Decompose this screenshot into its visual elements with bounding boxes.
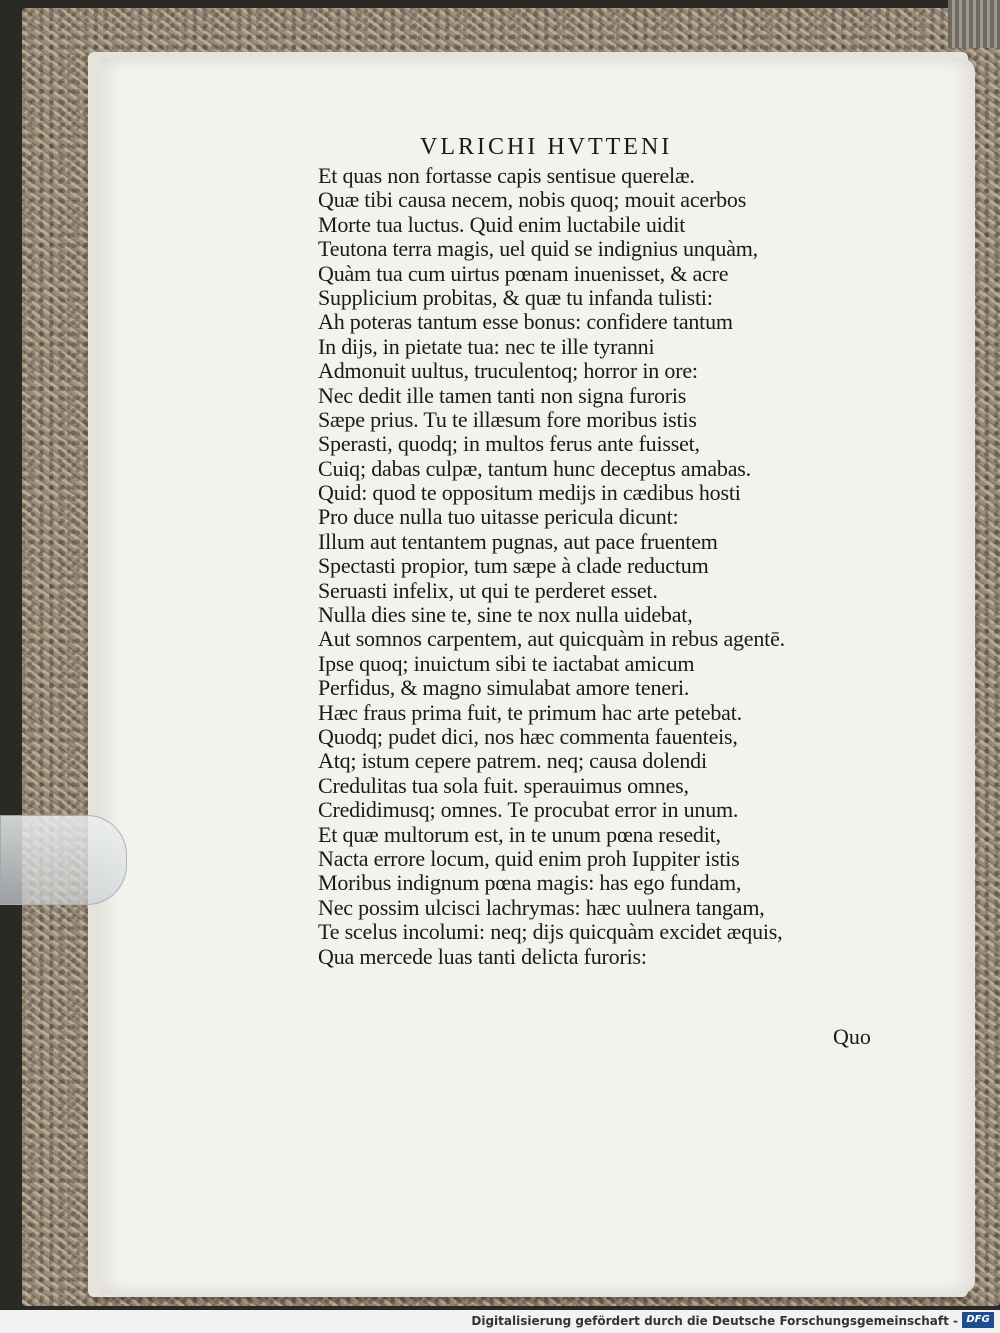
verse-line: Te scelus incolumi: neq; dijs quicquàm excidet æquis, xyxy=(318,919,783,945)
verse-line: Sæpe prius. Tu te illæsum fore moribus istis xyxy=(318,406,697,432)
page-holder-clip xyxy=(0,815,127,905)
verse-line: Illum aut tentantem pugnas, aut pace fruentem xyxy=(318,528,718,554)
verse-line: Ah poteras tantum esse bonus: confidere tantum xyxy=(318,309,733,335)
verse-line: Et quæ multorum est, in te unum pœna resedit, xyxy=(318,821,721,847)
digitization-footer xyxy=(0,1310,1000,1333)
verse-line: Nulla dies sine te, sine te nox nulla uidebat, xyxy=(318,602,693,628)
verse-line: Quàm tua cum uirtus pœnam inuenisset, & acre xyxy=(318,260,729,286)
verse-line: Credidimusq; omnes. Te procubat error in unum. xyxy=(318,797,739,823)
verse-line: Credulitas tua sola fuit. sperauimus omnes, xyxy=(318,772,689,798)
verse-line: Quid: quod te oppositum medijs in cædibus hosti xyxy=(318,480,741,506)
verse-line: Et quas non fortasse capis sentisue querelæ. xyxy=(318,163,695,188)
show-through-text xyxy=(965,198,1000,1098)
verse-line: Nec dedit ille tamen tanti non signa furoris xyxy=(318,382,687,408)
verse-line: Nacta errore locum, quid enim proh Iuppiter istis xyxy=(318,845,740,871)
verse-line: Hæc fraus prima fuit, te primum hac arte petebat. xyxy=(318,699,742,725)
verse-line: Seruasti infelix, ut qui te perderet esset. xyxy=(318,577,658,603)
verse-line: Morte tua luctus. Quid enim luctabile uidit xyxy=(318,211,686,237)
running-head: VLRICHI HVTTENI xyxy=(420,134,673,160)
verse-line: Atq; istum cepere patrem. neq; causa dolendi xyxy=(318,748,707,774)
verse-line: Nec possim ulcisci lachrymas: hæc uulnera tangam, xyxy=(318,894,765,920)
verse-line: In dijs, in pietate tua: nec te ille tyranni xyxy=(318,333,655,359)
verse-line: Supplicium probitas, & quæ tu infanda tulisti: xyxy=(318,284,713,310)
verse-line: Cuiq; dabas culpæ, tantum hunc deceptus amabas. xyxy=(318,455,751,481)
dfg-logo: DFG xyxy=(962,1312,994,1328)
verse-line: Admonuit uultus, truculentoq; horror in ore: xyxy=(318,358,698,384)
verse-line: Quodq; pudet dici, nos hæc commenta fauenteis, xyxy=(318,723,738,749)
verse-line: Qua mercede luas tanti delicta furoris: xyxy=(318,943,647,969)
verse-text xyxy=(318,164,878,969)
verse-line: Teutona terra magis, uel quid se indignius unquàm, xyxy=(318,236,758,262)
verse-line: Sperasti, quodq; in multos ferus ante fuisset, xyxy=(318,431,700,457)
verse-line: Perfidus, & magno simulabat amore teneri. xyxy=(318,675,690,701)
verse-line: Moribus indignum pœna magis: has ego fundam, xyxy=(318,870,742,896)
catchword: Quo xyxy=(833,1024,871,1049)
verse-line: Pro duce nulla tuo uitasse pericula dicunt: xyxy=(318,504,679,530)
funding-credit: Digitalisierung gefördert durch die Deutsche Forschungsgemeinschaft - xyxy=(471,1314,958,1328)
book-spine-edge xyxy=(948,0,1000,48)
verse-line: Spectasti propior, tum sæpe à clade reductum xyxy=(318,553,709,579)
verse-line: Quæ tibi causa necem, nobis quoq; mouit acerbos xyxy=(318,187,747,213)
verse-line: Aut somnos carpentem, aut quicquàm in rebus agentē. xyxy=(318,626,785,652)
verse-line: Ipse quoq; inuictum sibi te iactabat amicum xyxy=(318,650,695,676)
